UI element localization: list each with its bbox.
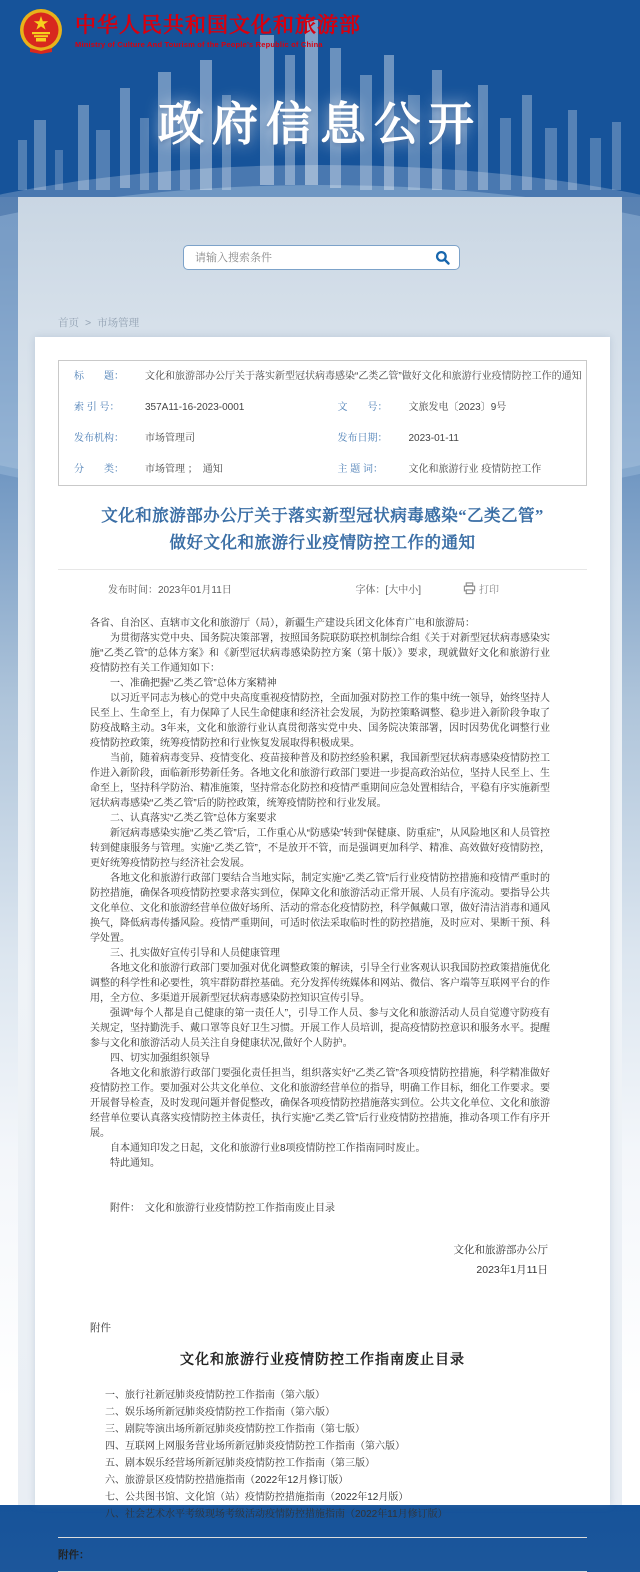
breadcrumb-home-link[interactable]: 首页 — [58, 317, 79, 329]
meta-org-value: 市场管理司 — [145, 433, 195, 444]
article-paragraph: 以习近平同志为核心的党中央高度重视疫情防控，全面加强对防控工作的集中统一领导，始终坚持人民至上、生命至上，有力保障了人民生命健康和经济社会发展，为防控策略调整、稳步进入新阶段争取了防疫战略主动。3年来，文化和旅游行业认真贯彻落实党中央、国务院决策部署，因时因势优化调整行业疫情防控政策，统筹疫情防控和行业恢复发展取得积极成果。 — [90, 693, 550, 750]
meta-index-value: 357A11-16-2023-0001 — [145, 402, 245, 413]
article-paragraph: 为贯彻落实党中央、国务院决策部署，按照国务院联防联控机制综合组《关于对新型冠状病毒感染实施“乙类乙管”的总体方案》和《新型冠状病毒感染防控方案（第十版）》要求，现就做好文化和旅游行业疫情防控有关工作通知如下： — [90, 633, 550, 675]
appendix-title: 文化和旅游行业疫情防控工作指南废止目录 — [180, 1353, 465, 1369]
article-paragraph: 一、准确把握“乙类乙管”总体方案精神 — [110, 678, 277, 690]
print-label: 打印 — [479, 585, 499, 597]
appendix-list-item: 七、公共图书馆、文化馆（站）疫情防控措施指南（2022年12月版） — [105, 1492, 409, 1504]
article-paragraph: 自本通知印发之日起，文化和旅游行业8项疫情防控工作指南同时废止。 — [110, 1143, 426, 1155]
breadcrumb-separator: > — [85, 316, 92, 329]
search-icon — [435, 250, 450, 265]
article-meta-row — [58, 569, 587, 596]
article-paragraph: 新冠病毒感染实施“乙类乙管”后，工作重心从“防感染”转到“保健康、防重症”，从风险地区和人员管控转到健康服务与管理。实施“乙类乙管”，不是放开不管，而是强调更加科学、精准、高效做好疫情防控，更好统筹疫情防控与经济社会发展。 — [90, 828, 550, 870]
meta-date-label: 发布日期： — [337, 433, 388, 444]
article-paragraph: 四、切实加强组织领导 — [110, 1053, 210, 1065]
article-paragraph: 各地文化和旅游行政部门要结合当地实际，制定实施“乙类乙管”后行业疫情防控措施和疫情严重时的防控措施，确保各项疫情防控要求落实到位，保障文化和旅游活动正常开展、人员有序流动。要指导公共文化单位、文化和旅游经营单位做好场所、活动的常态化疫情防控，科学佩戴口罩，做好清洁消毒和通风换气，降低病毒传播风险。疫情严重期间，可适时依法采取临时性的防控措施，及时应对、果断干预、科学处置。 — [90, 873, 550, 945]
article-body — [90, 616, 550, 1171]
appendix-list — [105, 1387, 555, 1523]
article-title — [73, 503, 572, 556]
print-button[interactable] — [463, 581, 499, 596]
content-panel — [18, 197, 622, 1562]
publish-time: 发布时间：2023年01月11日 — [108, 585, 232, 597]
appendix-list-item: 五、剧本娱乐经营场所新冠肺炎疫情防控工作指南（第三版） — [105, 1458, 375, 1470]
meta-docno-label: 文 号： — [337, 402, 388, 413]
document-card — [35, 337, 610, 1562]
ministry-name-en: Ministry of Culture And Tourism of the People’s Republic of China — [75, 40, 323, 50]
document-meta-table — [58, 360, 587, 486]
meta-keywords-value: 文化和旅游行业 疫情防控工作 — [408, 464, 542, 475]
footer-divider-top — [58, 1537, 587, 1538]
signature-block — [35, 1240, 548, 1280]
article-paragraph: 三、扎实做好宣传引导和人员健康管理 — [110, 948, 280, 960]
font-size-control[interactable]: 字体：[大中小] — [355, 585, 421, 597]
appendix-list-item: 三、剧院等演出场所新冠肺炎疫情防控工作指南（第七版） — [105, 1424, 365, 1436]
meta-org-label: 发布机构： — [74, 433, 124, 444]
footer-attachment-label: 附件： — [58, 1549, 90, 1562]
page-banner-title: 政府信息公开 — [158, 98, 482, 150]
meta-title-label: 标 题： — [74, 371, 124, 382]
search-button[interactable] — [434, 250, 450, 266]
appendix-label: 附件 — [90, 1322, 111, 1335]
ministry-name: 中华人民共和国文化和旅游部 — [75, 13, 361, 37]
meta-title-value: 文化和旅游部办公厅关于落实新型冠状病毒感染“乙类乙管”做好文化和旅游行业疫情防控工作的通知 — [145, 371, 582, 382]
search-bar — [183, 245, 460, 270]
printer-icon — [463, 582, 476, 595]
breadcrumb-current-link[interactable]: 市场管理 — [97, 317, 140, 329]
meta-docno-value: 文旅发电〔2023〕9号 — [408, 402, 507, 413]
article-paragraph: 各地文化和旅游行政部门要强化责任担当，组织落实好“乙类乙管”各项疫情防控措施，科学精准做好疫情防控工作。要加强对公共文化单位、文化和旅游经营单位的指导，明确工作目标，细化工作要求。要开展督导检查，及时发现问题并督促整改，确保各项疫情防控措施落实到位。公共文化单位、文化和旅游经营单位要认真落实疫情防控主体责任，执行实施“乙类乙管”后行业疫情防控措施，推动各项工作有序开展。 — [90, 1068, 550, 1140]
attachment-note: 附件： 文化和旅游行业疫情防控工作指南废止目录 — [110, 1203, 335, 1215]
search-input[interactable] — [193, 251, 428, 265]
appendix-list-item: 八、社会艺术水平考级现场考级活动疫情防控措施指南（2022年11月修订版） — [105, 1509, 448, 1521]
ministry-titles — [75, 13, 361, 49]
article-paragraph: 强调“每个人都是自己健康的第一责任人”，引导工作人员、参与文化和旅游活动人员自觉遵守防疫有关规定，坚持勤洗手、戴口罩等良好卫生习惯。开展工作人员培训，提高疫情防控意识和服务水平。提醒参与文化和旅游活动人员关注自身健康状况,做好个人防护。 — [90, 1008, 550, 1050]
meta-category-value: 市场管理 ； 通知 — [145, 464, 223, 475]
national-emblem-icon — [18, 8, 64, 54]
meta-date-value: 2023-01-11 — [408, 433, 459, 444]
article-paragraph: 各地文化和旅游行政部门要加强对优化调整政策的解读，引导全行业客观认识我国防控政策措施优化调整的科学性和必要性，筑牢群防群控基础。充分发挥传统媒体和网站、微信、客户端等互联网平台的作用，全方位、多渠道开展新型冠状病毒感染防控知识宣传引导。 — [90, 963, 550, 1005]
ministry-brand — [18, 8, 361, 54]
article-paragraph: 特此通知。 — [110, 1158, 160, 1170]
signature-date: 2023年1月11日 — [476, 1264, 548, 1277]
meta-keywords-label: 主 题 词： — [337, 464, 384, 475]
signature-org: 文化和旅游部办公厅 — [453, 1244, 548, 1257]
article-paragraph: 当前，随着病毒变异、疫情变化、疫苗接种普及和防控经验积累，我国新型冠状病毒感染疫情防控工作进入新阶段，面临新形势新任务。各地文化和旅游行政部门要进一步提高政治站位，坚持人民至上、生命至上，坚持科学防治、精准施策，坚持常态化防控和疫情严重期间应急处置相结合，平稳有序实施新型冠状病毒感染“乙类乙管”后的防控政策，统筹疫情防控和行业发展。 — [90, 753, 550, 810]
appendix-list-item: 一、旅行社新冠肺炎疫情防控工作指南（第六版） — [105, 1390, 325, 1402]
site-header — [0, 0, 640, 197]
article-title-line1: 文化和旅游部办公厅关于落实新型冠状病毒感染“乙类乙管” — [101, 506, 544, 525]
article-title-line2: 做好文化和旅游行业疫情防控工作的通知 — [169, 532, 476, 552]
meta-index-label: 索 引 号： — [74, 402, 120, 413]
appendix-list-item: 二、娱乐场所新冠肺炎疫情防控工作指南（第六版） — [105, 1407, 335, 1419]
appendix-list-item: 六、旅游景区疫情防控措施指南（2022年12月修订版） — [105, 1475, 349, 1487]
appendix-list-item: 四、互联网上网服务营业场所新冠肺炎疫情防控工作指南（第六版） — [105, 1441, 405, 1453]
meta-category-label: 分 类： — [74, 464, 124, 475]
article-paragraph: 各省、自治区、直辖市文化和旅游厅（局），新疆生产建设兵团文化体育广电和旅游局： — [90, 618, 475, 630]
breadcrumb — [58, 315, 139, 330]
article-paragraph: 二、认真落实“乙类乙管”总体方案要求 — [110, 813, 277, 825]
